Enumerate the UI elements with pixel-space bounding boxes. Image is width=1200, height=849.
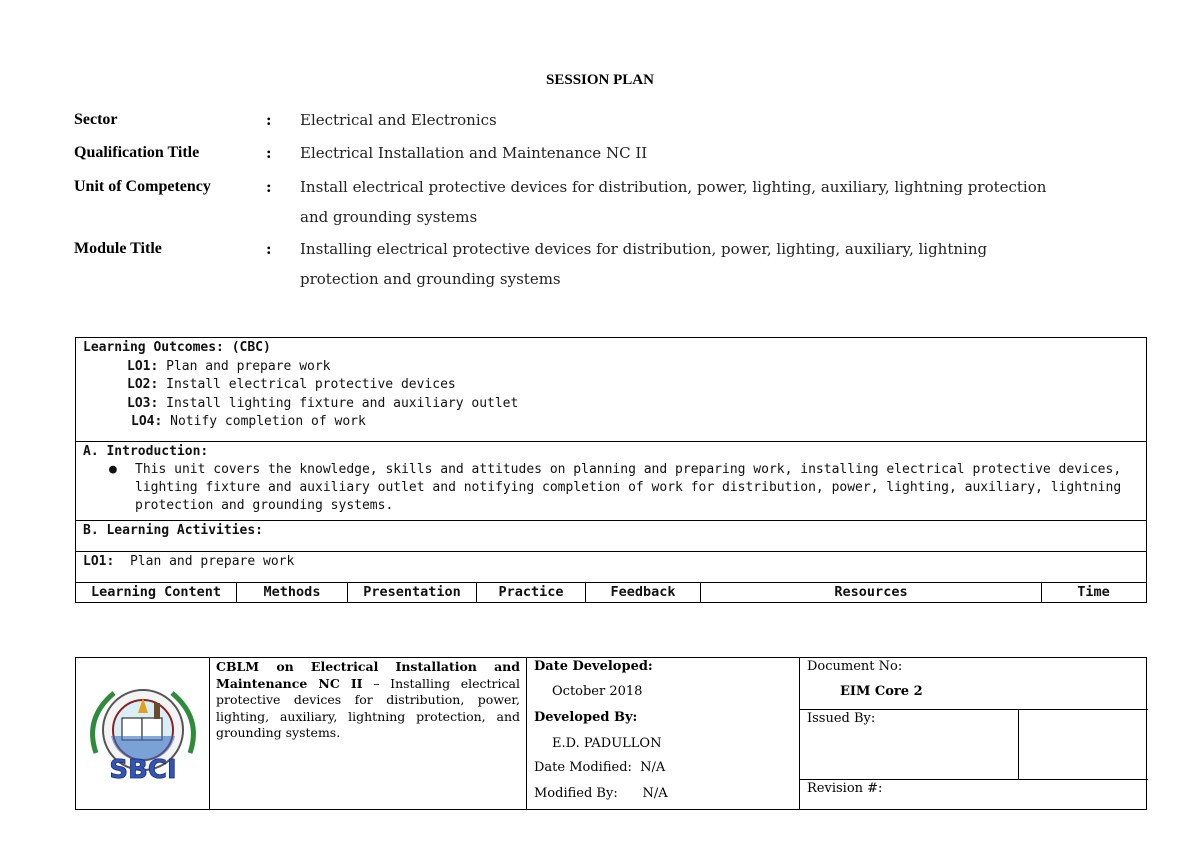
learning-activities-heading: B. Learning Activities: xyxy=(83,523,264,538)
document-no-value: EIM Core 2 xyxy=(840,684,923,699)
lo-item: LO1: Plan and prepare work xyxy=(127,358,331,374)
lo-item: LO4: Notify completion of work xyxy=(131,414,366,429)
column-header: Learning Content xyxy=(76,583,237,603)
module-label: Module Title xyxy=(74,240,162,257)
revision-label: Revision #: xyxy=(807,781,883,796)
date-developed-value: October 2018 xyxy=(552,684,643,699)
learning-activities-section xyxy=(76,521,1146,552)
module-value-line2: protection and grounding systems xyxy=(300,270,561,288)
divider xyxy=(1018,709,1019,779)
module-row xyxy=(74,234,1134,294)
qualification-label: Qualification Title xyxy=(74,144,200,161)
introduction-heading: A. Introduction: xyxy=(83,444,209,459)
unit-row xyxy=(74,172,1134,232)
column-header-row xyxy=(76,583,1146,603)
qualification-row xyxy=(74,138,1134,168)
colon: : xyxy=(266,240,272,258)
lo-item: LO3: Install lighting fixture and auxiliary outlet xyxy=(127,395,519,411)
divider xyxy=(800,779,1148,780)
sector-row xyxy=(74,105,1134,135)
cblm-subtitle: – Installing electrical protective devices for distribution, power, lighting, auxiliary, lightning protection, and grounding systems. xyxy=(216,675,520,740)
session-table xyxy=(75,337,1147,603)
introduction-section xyxy=(76,442,1146,521)
sector-value: Electrical and Electronics xyxy=(300,111,497,129)
colon: : xyxy=(266,111,272,129)
qualification-value: Electrical Installation and Maintenance NC II xyxy=(300,144,648,162)
document-info-cell xyxy=(800,658,1148,809)
developed-by-value: E.D. PADULLON xyxy=(552,736,662,751)
cblm-description xyxy=(210,658,527,809)
column-header: Practice xyxy=(477,583,586,603)
development-info-cell xyxy=(527,658,800,809)
colon: : xyxy=(266,144,272,162)
lo-item: LO2: Install electrical protective devices xyxy=(127,377,456,392)
column-header: Presentation xyxy=(348,583,477,603)
logo-cell xyxy=(76,658,210,809)
introduction-text: ● This unit covers the knowledge, skills and attitudes on planning and preparing work, installing electrical protective devices, lighting fixture and auxiliary outlet and notifying completion of work for distribution, power, lighting, auxiliary, lightning protection and grounding systems. xyxy=(109,462,1122,513)
cblm-title: CBLM on Electrical Installation and Maintenance NC II xyxy=(216,659,520,691)
colon: : xyxy=(266,178,272,196)
date-modified: Date Modified: N/A xyxy=(534,760,666,775)
page-title: SESSION PLAN xyxy=(546,72,654,88)
column-header: Resources xyxy=(701,583,1042,603)
divider xyxy=(800,709,1148,710)
unit-value-line2: and grounding systems xyxy=(300,208,478,226)
issued-by-label: Issued By: xyxy=(807,711,876,726)
bullet-icon: ● xyxy=(109,462,117,477)
developed-by-label: Developed By: xyxy=(534,710,638,725)
logo-text: SBCI xyxy=(109,755,177,785)
learning-outcomes-heading: Learning Outcomes: (CBC) xyxy=(83,340,271,355)
module-value-line1: Installing electrical protective devices for distribution, power, lighting, auxiliary, lightning xyxy=(300,240,988,258)
date-developed-label: Date Developed: xyxy=(534,659,653,674)
sbci-logo xyxy=(76,658,210,808)
sector-label: Sector xyxy=(74,111,118,128)
unit-label: Unit of Competency xyxy=(74,178,211,195)
document-no-label: Document No: xyxy=(807,659,903,674)
unit-value-line1: Install electrical protective devices for distribution, power, lighting, auxiliary, lightning protection xyxy=(300,178,1047,196)
lo1-row: LO1: Plan and prepare work xyxy=(76,552,1146,583)
modified-by: Modified By: N/A xyxy=(534,786,668,801)
column-header: Time xyxy=(1077,584,1110,600)
learning-outcomes-section xyxy=(76,338,1146,442)
column-header: Methods xyxy=(237,583,348,603)
column-header: Feedback xyxy=(586,583,701,603)
document-footer xyxy=(75,657,1147,810)
